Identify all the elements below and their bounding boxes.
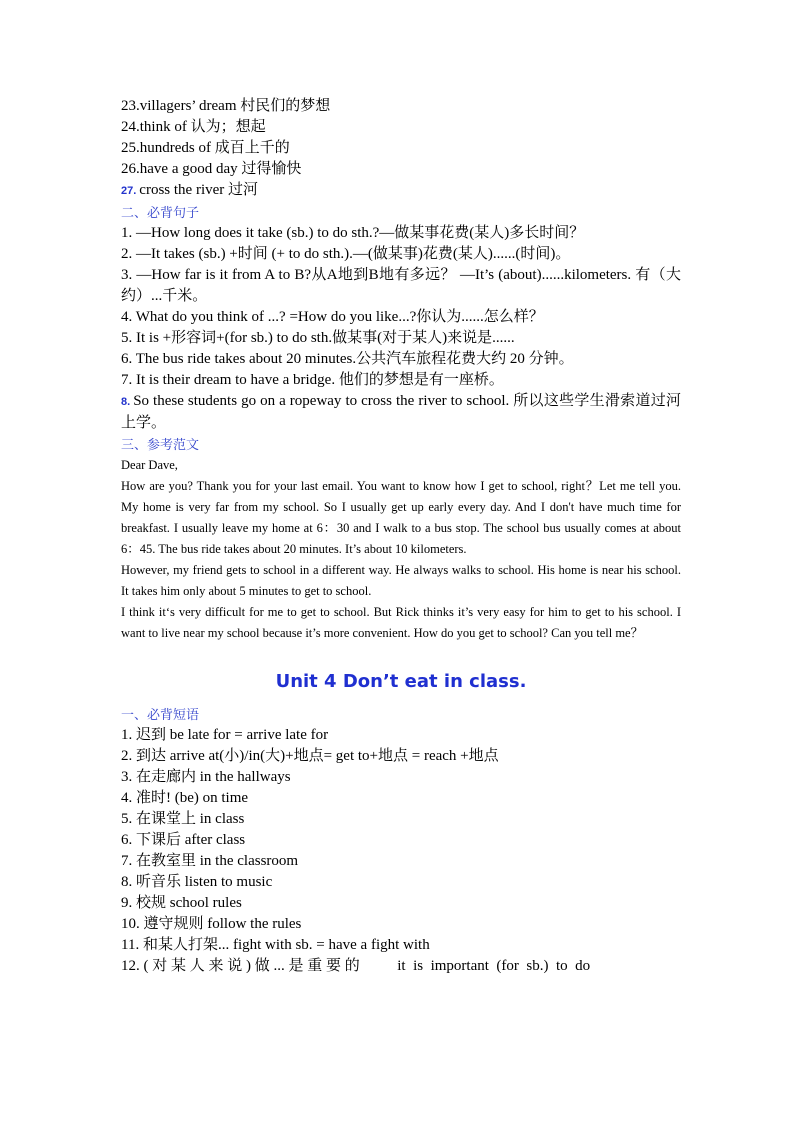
unit-phrase-item: 7. 在教室里 in the classroom xyxy=(121,853,299,869)
unit-phrase-item: 4. 准时! (be) on time xyxy=(121,790,249,806)
sentence-item: 6. The bus ride takes about 20 minutes.公共汽车旅程花费大约 20 分钟。 xyxy=(121,351,574,367)
sentence-item: 4. What do you think of ...? =How do you like...?你认为......怎么样？ xyxy=(121,309,544,325)
phrase-number: 27. xyxy=(121,185,137,197)
phrase-item: 27. cross the river 过河 xyxy=(121,182,259,198)
unit-phrase-item: 10. 遵守规则 follow the rules xyxy=(121,916,302,932)
unit-phrase-item: 11. 和某人打架... fight with sb. = have a fight with xyxy=(121,937,430,953)
sentence-item: 3. —How far is it from A to B?从A地到B地有多远？ —It’s (about)......kilometers. 有（大约）...千米。 xyxy=(121,267,681,304)
letter-paragraph: However, my friend gets to school in a different way. He always walks to school. His home is near his school. It takes him only about 5 minutes to get to school. xyxy=(121,563,681,598)
sentence-item: 8. So these students go on a ropeway to cross the river to school. 所以这些学生滑索道过河上学。 xyxy=(121,393,681,431)
unit-phrase-item: 9. 校规 school rules xyxy=(121,895,242,911)
phrase-item: 26.have a good day 过得愉快 xyxy=(121,161,302,177)
unit-title: Unit 4 Don’t eat in class. xyxy=(275,671,527,692)
phrase-item: 25.hundreds of 成百上千的 xyxy=(121,140,290,156)
sentence-item: 2. —It takes (sb.) +时间 (+ to do sth.).—(做某事)花费(某人)......(时间)。 xyxy=(121,246,571,262)
section-heading-sample-essay: 三、参考范文 xyxy=(121,437,200,452)
letter-greeting: Dear Dave, xyxy=(121,458,178,472)
phrase-item: 23.villagers’ dream 村民们的梦想 xyxy=(121,98,331,114)
unit-phrase-item: 12. ( 对 某 人 来 说 ) 做 ... 是 重 要 的 it is important (for sb.) to do xyxy=(121,958,591,974)
document-page xyxy=(121,96,681,977)
unit-phrase-item: 8. 听音乐 listen to music xyxy=(121,874,273,890)
phrase-item: 24.think of 认为；想起 xyxy=(121,119,266,135)
unit-phrase-item: 3. 在走廊内 in the hallways xyxy=(121,769,291,785)
section-heading-phrases: 一、必背短语 xyxy=(121,707,200,722)
letter-paragraph: I think it‘s very difficult for me to get to school. But Rick thinks it’s very easy for him to get to his school. I want to live near my school because it’s more convenient. How do you get to school? Can you tell me？ xyxy=(121,605,681,640)
sentence-item: 5. It is +形容词+(for sb.) to do sth.做某事(对于某人)来说是...... xyxy=(121,330,515,346)
unit-phrase-item: 6. 下课后 after class xyxy=(121,832,246,848)
unit-phrase-item: 2. 到达 arrive at(小)/in(大)+地点= get to+地点 = reach +地点 xyxy=(121,748,499,764)
letter-paragraph: How are you? Thank you for your last email. You want to know how I get to school, right？Let me tell you. My home is very far from my school. So I usually get up early every day. And I don't have much time for breakfast. I usually leave my home at 6：30 and I walk to a bus stop. The school bus usually comes at about 6：45. The bus ride takes about 20 minutes. It’s about 10 kilometers. xyxy=(121,479,681,556)
sentence-item: 7. It is their dream to have a bridge. 他们的梦想是有一座桥。 xyxy=(121,372,504,388)
unit-phrase-item: 5. 在课堂上 in class xyxy=(121,811,245,827)
unit-phrase-item: 1. 迟到 be late for = arrive late for xyxy=(121,727,329,743)
sentence-number: 8. xyxy=(121,396,131,408)
section-heading-sentences: 二、必背句子 xyxy=(121,205,200,220)
sentence-item: 1. —How long does it take (sb.) to do sth.?—做某事花费(某人)多长时间？ xyxy=(121,225,585,241)
